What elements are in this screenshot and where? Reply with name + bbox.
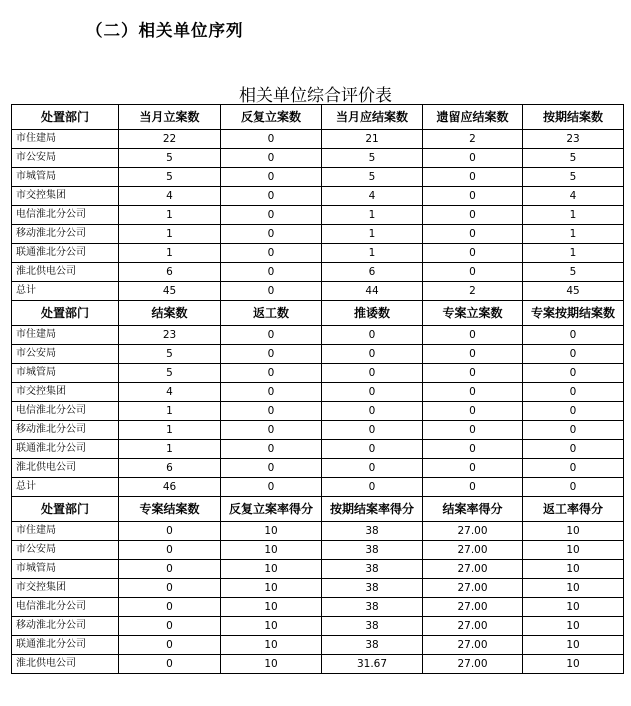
column-header: 遗留应结案数: [423, 105, 523, 130]
department-cell: 市住建局: [12, 130, 119, 149]
value-cell: 0: [322, 364, 423, 383]
department-cell: 市公安局: [12, 149, 119, 168]
department-cell: 移动淮北分公司: [12, 225, 119, 244]
column-header: 处置部门: [12, 105, 119, 130]
value-cell: 6: [119, 459, 221, 478]
value-cell: 10: [221, 522, 322, 541]
value-cell: 10: [523, 579, 624, 598]
value-cell: 0: [221, 168, 322, 187]
department-cell: 电信淮北分公司: [12, 598, 119, 617]
value-cell: 4: [523, 187, 624, 206]
value-cell: 27.00: [423, 560, 523, 579]
value-cell: 4: [119, 187, 221, 206]
value-cell: 0: [221, 345, 322, 364]
value-cell: 0: [221, 206, 322, 225]
value-cell: 10: [523, 655, 624, 674]
table-row: [12, 130, 624, 149]
value-cell: 10: [523, 541, 624, 560]
department-cell: 市城管局: [12, 560, 119, 579]
value-cell: 0: [423, 168, 523, 187]
value-cell: 4: [322, 187, 423, 206]
value-cell: 0: [221, 421, 322, 440]
value-cell: 1: [119, 440, 221, 459]
department-cell: 淮北供电公司: [12, 263, 119, 282]
value-cell: 0: [523, 364, 624, 383]
value-cell: 23: [119, 326, 221, 345]
value-cell: 0: [423, 478, 523, 497]
value-cell: 0: [322, 383, 423, 402]
value-cell: 5: [119, 168, 221, 187]
value-cell: 10: [221, 579, 322, 598]
value-cell: 0: [221, 225, 322, 244]
value-cell: 10: [523, 560, 624, 579]
value-cell: 38: [322, 617, 423, 636]
value-cell: 0: [423, 149, 523, 168]
department-cell: 联通淮北分公司: [12, 636, 119, 655]
column-header: 专案按期结案数: [523, 301, 624, 326]
column-header: 专案结案数: [119, 497, 221, 522]
column-header: 处置部门: [12, 301, 119, 326]
value-cell: 45: [119, 282, 221, 301]
column-header: 推诿数: [322, 301, 423, 326]
column-header: 处置部门: [12, 497, 119, 522]
value-cell: 2: [423, 282, 523, 301]
value-cell: 0: [322, 345, 423, 364]
department-cell: 市公安局: [12, 541, 119, 560]
value-cell: 10: [523, 598, 624, 617]
value-cell: 6: [119, 263, 221, 282]
table-row: [12, 421, 624, 440]
value-cell: 10: [523, 636, 624, 655]
value-cell: 27.00: [423, 522, 523, 541]
department-cell: 电信淮北分公司: [12, 206, 119, 225]
table-row: [12, 187, 624, 206]
value-cell: 0: [423, 263, 523, 282]
value-cell: 1: [322, 225, 423, 244]
value-cell: 0: [523, 459, 624, 478]
value-cell: 0: [423, 364, 523, 383]
table-row: [12, 206, 624, 225]
value-cell: 5: [119, 364, 221, 383]
table-row: [12, 541, 624, 560]
table-row: [12, 402, 624, 421]
value-cell: 23: [523, 130, 624, 149]
value-cell: 1: [322, 206, 423, 225]
evaluation-table-body: [12, 105, 624, 674]
department-cell: 市住建局: [12, 326, 119, 345]
table-row: [12, 168, 624, 187]
value-cell: 0: [322, 440, 423, 459]
value-cell: 5: [119, 149, 221, 168]
value-cell: 5: [322, 149, 423, 168]
value-cell: 2: [423, 130, 523, 149]
value-cell: 44: [322, 282, 423, 301]
department-cell: 市交控集团: [12, 187, 119, 206]
table-row: [12, 345, 624, 364]
value-cell: 0: [119, 617, 221, 636]
value-cell: 0: [221, 459, 322, 478]
value-cell: 0: [221, 187, 322, 206]
value-cell: 0: [119, 579, 221, 598]
value-cell: 0: [221, 364, 322, 383]
value-cell: 5: [523, 168, 624, 187]
value-cell: 0: [322, 478, 423, 497]
value-cell: 5: [523, 149, 624, 168]
value-cell: 0: [423, 459, 523, 478]
evaluation-table: [11, 104, 624, 674]
table-row: [12, 478, 624, 497]
value-cell: 0: [119, 655, 221, 674]
column-header: 结案率得分: [423, 497, 523, 522]
department-cell: 市公安局: [12, 345, 119, 364]
value-cell: 27.00: [423, 636, 523, 655]
department-cell: 电信淮北分公司: [12, 402, 119, 421]
value-cell: 46: [119, 478, 221, 497]
value-cell: 0: [221, 440, 322, 459]
value-cell: 0: [322, 421, 423, 440]
value-cell: 0: [221, 130, 322, 149]
value-cell: 27.00: [423, 541, 523, 560]
value-cell: 0: [523, 478, 624, 497]
department-cell: 移动淮北分公司: [12, 617, 119, 636]
value-cell: 5: [523, 263, 624, 282]
table-row: [12, 326, 624, 345]
column-header: 返工率得分: [523, 497, 624, 522]
value-cell: 0: [523, 326, 624, 345]
table-row: [12, 655, 624, 674]
department-cell: 总计: [12, 478, 119, 497]
department-cell: 移动淮北分公司: [12, 421, 119, 440]
value-cell: 4: [119, 383, 221, 402]
value-cell: 1: [119, 402, 221, 421]
column-header: 反复立案率得分: [221, 497, 322, 522]
value-cell: 0: [221, 383, 322, 402]
value-cell: 0: [523, 421, 624, 440]
table-row: [12, 149, 624, 168]
value-cell: 1: [523, 206, 624, 225]
value-cell: 27.00: [423, 655, 523, 674]
value-cell: 45: [523, 282, 624, 301]
section-heading: （二）相关单位序列: [86, 21, 244, 40]
department-cell: 市住建局: [12, 522, 119, 541]
table-row: [12, 440, 624, 459]
value-cell: 0: [221, 263, 322, 282]
value-cell: 1: [322, 244, 423, 263]
department-cell: 联通淮北分公司: [12, 244, 119, 263]
value-cell: 0: [423, 244, 523, 263]
value-cell: 6: [322, 263, 423, 282]
table-row: [12, 282, 624, 301]
value-cell: 0: [221, 402, 322, 421]
value-cell: 1: [523, 225, 624, 244]
value-cell: 0: [221, 149, 322, 168]
value-cell: 38: [322, 579, 423, 598]
table-title: 相关单位综合评价表: [239, 86, 392, 106]
table-row: [12, 263, 624, 282]
value-cell: 10: [221, 617, 322, 636]
value-cell: 10: [221, 598, 322, 617]
value-cell: 0: [119, 598, 221, 617]
table-row: [12, 560, 624, 579]
value-cell: 0: [322, 402, 423, 421]
value-cell: 0: [221, 478, 322, 497]
table-row: [12, 617, 624, 636]
value-cell: 0: [423, 421, 523, 440]
value-cell: 1: [119, 244, 221, 263]
value-cell: 10: [221, 560, 322, 579]
value-cell: 38: [322, 522, 423, 541]
department-cell: 市城管局: [12, 364, 119, 383]
column-header: 按期结案率得分: [322, 497, 423, 522]
department-cell: 联通淮北分公司: [12, 440, 119, 459]
value-cell: 0: [423, 225, 523, 244]
value-cell: 10: [221, 655, 322, 674]
value-cell: 10: [221, 541, 322, 560]
table-row: [12, 598, 624, 617]
column-header: 返工数: [221, 301, 322, 326]
value-cell: 1: [119, 225, 221, 244]
table-row: [12, 364, 624, 383]
value-cell: 1: [523, 244, 624, 263]
table-row: [12, 579, 624, 598]
value-cell: 0: [523, 440, 624, 459]
value-cell: 22: [119, 130, 221, 149]
value-cell: 0: [221, 282, 322, 301]
column-header: 按期结案数: [523, 105, 624, 130]
department-cell: 总计: [12, 282, 119, 301]
value-cell: 0: [423, 345, 523, 364]
value-cell: 0: [523, 345, 624, 364]
value-cell: 0: [523, 402, 624, 421]
table-row: [12, 244, 624, 263]
column-header: 当月立案数: [119, 105, 221, 130]
table-row: [12, 522, 624, 541]
value-cell: 1: [119, 421, 221, 440]
value-cell: 27.00: [423, 579, 523, 598]
value-cell: 0: [423, 402, 523, 421]
value-cell: 38: [322, 598, 423, 617]
value-cell: 38: [322, 636, 423, 655]
value-cell: 0: [423, 383, 523, 402]
value-cell: 27.00: [423, 617, 523, 636]
value-cell: 38: [322, 541, 423, 560]
column-header: 当月应结案数: [322, 105, 423, 130]
table-row: [12, 636, 624, 655]
value-cell: 0: [423, 326, 523, 345]
value-cell: 0: [221, 326, 322, 345]
value-cell: 38: [322, 560, 423, 579]
value-cell: 1: [119, 206, 221, 225]
header-row: [12, 497, 624, 522]
value-cell: 0: [119, 541, 221, 560]
value-cell: 0: [322, 326, 423, 345]
header-row: [12, 105, 624, 130]
department-cell: 淮北供电公司: [12, 655, 119, 674]
column-header: 专案立案数: [423, 301, 523, 326]
value-cell: 21: [322, 130, 423, 149]
value-cell: 0: [423, 440, 523, 459]
department-cell: 市交控集团: [12, 579, 119, 598]
department-cell: 淮北供电公司: [12, 459, 119, 478]
header-row: [12, 301, 624, 326]
value-cell: 0: [119, 636, 221, 655]
department-cell: 市城管局: [12, 168, 119, 187]
value-cell: 0: [322, 459, 423, 478]
table-row: [12, 459, 624, 478]
column-header: 反复立案数: [221, 105, 322, 130]
value-cell: 0: [523, 383, 624, 402]
value-cell: 0: [119, 560, 221, 579]
value-cell: 0: [119, 522, 221, 541]
table-row: [12, 383, 624, 402]
value-cell: 0: [221, 244, 322, 263]
value-cell: 10: [523, 522, 624, 541]
value-cell: 10: [523, 617, 624, 636]
value-cell: 5: [322, 168, 423, 187]
value-cell: 0: [423, 206, 523, 225]
value-cell: 27.00: [423, 598, 523, 617]
table-row: [12, 225, 624, 244]
column-header: 结案数: [119, 301, 221, 326]
value-cell: 0: [423, 187, 523, 206]
department-cell: 市交控集团: [12, 383, 119, 402]
value-cell: 10: [221, 636, 322, 655]
value-cell: 5: [119, 345, 221, 364]
value-cell: 31.67: [322, 655, 423, 674]
